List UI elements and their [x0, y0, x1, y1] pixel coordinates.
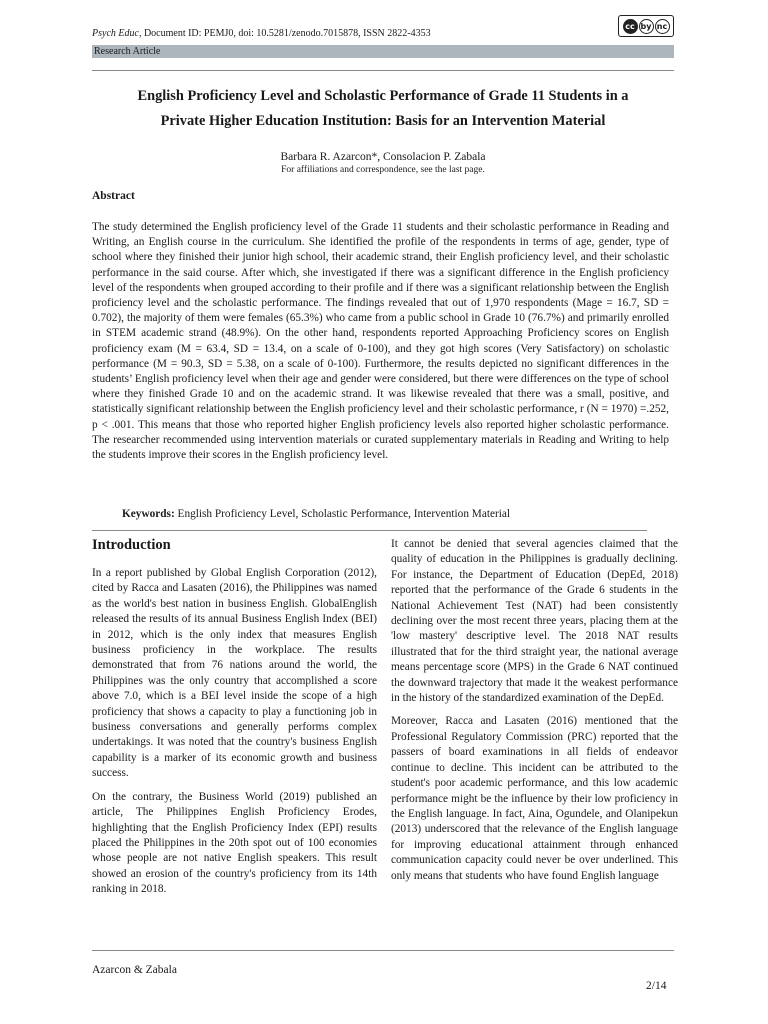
abstract-heading: Abstract [92, 190, 135, 202]
keywords-line [122, 508, 510, 520]
abstract-text: The study determined the English proficiency level of the Grade 11 students and their scholastic performance in Reading and Writing, an English course in the curriculum. She identified the profile of the respondents in terms of age, gender, type of school where they finished their junior high school, their academic strand, their English proficiency level, and their scholastic performance in the said course. After which, she investigated if there was a significant difference in the English proficiency level of the respondents when grouped according to their profile and if there was a significant relationship between the English proficiency level and the scholastic performance. The findings revealed that out of 1,970 respondents (Mage = 16.7, SD = 0.702), the majority of them were females (65.3%) who came from a public school in Grade 10 (76.7%) and primarily enrolled in STEM academic strand (48.9%). On the other hand, respondents reported Approaching Proficiency scores on English proficiency exam (M = 63.4, SD = 13.4, on a scale of 0-100), and they got high scores (Very Satisfactory) on scholastic performance (M = 90.3, SD = 5.38, on a scale of 0-100). Furthermore, the results depicted no significant differences in the students’ English proficiency level when their age and gender were considered, but there were differences on the type of school where they finished Grade 10 and on the academic strand. It was likewise revealed that there was a small, positive, and statistically significant relationship between the English proficiency level and their scholastic performance, r (N = 1970) =.252, p < .001. This means that those who reported higher English proficiency levels also reported higher scholastic performance. The researcher recommended using intervention materials or curated supplementary materials in Reading and Writing to help the students improve their scores in the English proficiency level. [92, 221, 669, 462]
right-column [391, 537, 678, 892]
keywords-value: English Proficiency Level, Scholastic Performance, Intervention Material [174, 508, 511, 520]
paper-title-line-1: English Proficiency Level and Scholastic Performance of Grade 11 Students in a [137, 88, 629, 104]
journal-header [92, 28, 431, 39]
paragraph: Moreover, Racca and Lasaten (2016) mentioned that the Professional Regulatory Commission (PRC) reported that the passers of board examinations in all fields of endeavor continue to decline. This incident can be attributed to the student's poor academic performance, and this low academic performance might be the influence by their low proficiency in the English language. In fact, Aina, Ogundele, and Olanipekun (2013) underscored that the relevance of the English language for improving educational attainment through enhanced communication capacity could never be over underlined. This only means that students who have found English language [391, 715, 678, 882]
cc-license-badge[interactable] [618, 15, 674, 37]
affiliation-note: For affiliations and correspondence, see the last page. [281, 165, 485, 175]
footer-divider [92, 950, 674, 951]
paper-title-line-2: Private Higher Education Institution: Basis for an Intervention Material [160, 113, 606, 129]
keywords-divider [92, 530, 647, 531]
page-number: 2/14 [646, 980, 667, 992]
author-list: Barbara R. Azarcon*, Consolacion P. Zabala [280, 151, 486, 163]
paragraph: It cannot be denied that several agencies claimed that the quality of education in the Philippines is gradually declining. For instance, the Department of Education (DepEd, 2018) reported that the performance of the Grade 6 students in the National Achievement Test (NAT) had been consistently declining over the most recent three years, placing them at the 'low mastery' descriptive level. The 2018 NAT results illustrated that for the third straight year, the national average means percentage score (MPS) in the Grade 6 NAT continued the downward trajectory that made it the weakest performance in the history of the standardized examination of the DepEd. [391, 538, 678, 705]
cc-icon: cc [623, 19, 638, 34]
header-divider [92, 70, 674, 71]
by-icon: by [639, 19, 654, 34]
left-column [92, 566, 377, 906]
keywords-label: Keywords: [122, 508, 175, 520]
article-type-bar: Research Article [92, 45, 674, 58]
nc-icon: nc [655, 19, 670, 34]
footer-authors: Azarcon & Zabala [92, 964, 177, 976]
document-info: , Document ID: PEMJ0, doi: 10.5281/zenodo.7015878, ISSN 2822-4353 [138, 28, 431, 39]
paragraph: On the contrary, the Business World (2019) published an article, The Philippines English Proficiency Erodes, highlighting that the English Proficiency Index (EPI) results placed the Philippines in the 20th spot out of 100 economies whose people are not native English speakers. This result showed an erosion of the country's proficiency from its 14th ranking in 2018. [92, 790, 377, 896]
introduction-heading: Introduction [92, 537, 171, 553]
journal-name: Psych Educ [92, 28, 139, 39]
paragraph: In a report published by Global English Corporation (2012), cited by Racca and Lasaten (2016), the Philippines was named as the world's best nation in business English. GlobalEnglish released the results of its annual Business English Index (BEI) in 2012, which is the only index that measures English business proficiency in the workplace. The results demonstrated that from 76 nations around the world, the Philippines was the only country that accomplished a score above 7.0, which is a BEI level inside the scope of a high proficiency that shows a capacity to play a functioning job in business conversations and generally performs complex undertakings. It was noted that the country's business English capability is a marker of its economic growth and business success. [92, 567, 377, 780]
